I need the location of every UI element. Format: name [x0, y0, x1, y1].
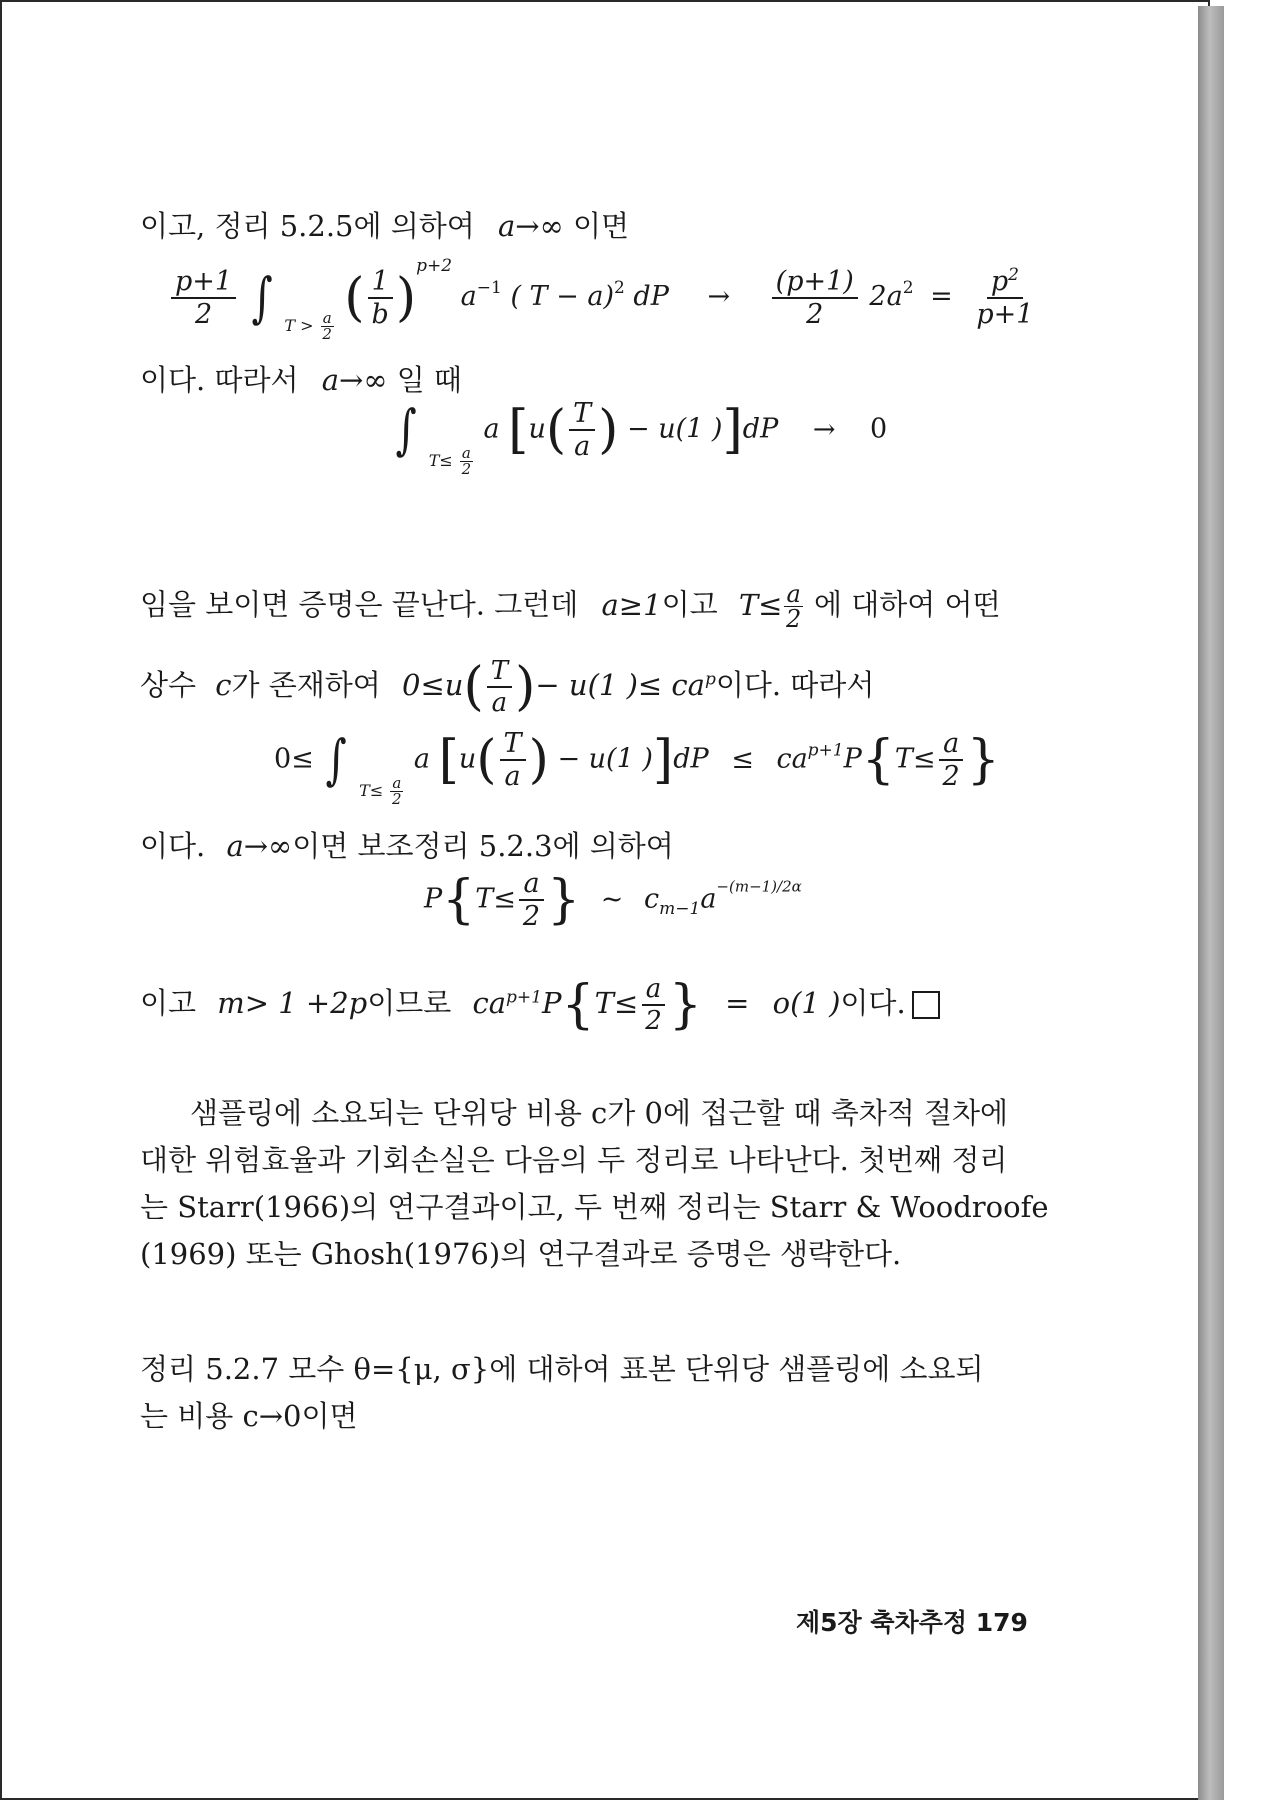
eq1-r-mid: 2a: [869, 281, 903, 312]
right-brace: }: [668, 975, 702, 1035]
integral-sign: ∫: [395, 398, 417, 461]
eq2-arrow: →: [812, 413, 836, 445]
eq3-a: a: [413, 743, 430, 775]
eq3-u: u: [458, 743, 477, 775]
line6a: 이고: [140, 986, 197, 1020]
line3b: 이고: [661, 587, 718, 622]
left-bracket: [: [438, 730, 459, 790]
line4-math2: − u(1 )≤ ca: [535, 668, 705, 702]
eq1-r2-den: p+1: [976, 299, 1034, 330]
theorem-5-2-7: [140, 1346, 1060, 1440]
left-paren: (: [463, 657, 484, 717]
eq3-dp: dP: [673, 743, 709, 775]
eq3-T2: T≤: [894, 743, 936, 775]
line1-math: a→∞: [498, 209, 564, 243]
right-brace: }: [547, 870, 581, 930]
line6-den: 2: [645, 1006, 662, 1036]
eq1-r-mid-exp: 2: [902, 278, 914, 298]
eq4-P: P: [424, 883, 443, 915]
eq1-r2-num-exp: 2: [1008, 265, 1019, 285]
eq1-body-exp: −1: [476, 278, 502, 298]
line6-math: m> 1 +2p: [217, 986, 368, 1020]
text-line-3: [140, 582, 1001, 631]
eq1-coef-den: 2: [194, 298, 213, 330]
text-line-2: [140, 363, 462, 397]
integral-sign: ∫: [251, 265, 273, 329]
right-paren: ): [598, 400, 619, 460]
eq4-c: c: [644, 883, 660, 915]
eq3-P: P: [843, 743, 862, 775]
text-line-4: [140, 658, 874, 716]
eq2-u: u: [528, 413, 546, 445]
line4c: 이다. 따라서: [715, 668, 875, 702]
paragraph-1: [140, 1090, 1060, 1278]
eq2-zero: 0: [870, 413, 888, 445]
line6-o: o(1 ): [772, 986, 841, 1020]
left-paren: (: [476, 730, 497, 790]
eq3-num: a: [939, 730, 963, 761]
thm-line-2: 는 비용 c→0이면: [140, 1399, 358, 1433]
right-bracket: ]: [722, 400, 743, 460]
eq4-a-exp: −(m−1)/2α: [716, 877, 802, 896]
line2-text: 이다. 따라서: [140, 363, 299, 397]
eq3-a2: a: [504, 761, 521, 792]
line3c: 에 대하여 어떤: [814, 587, 1001, 622]
eq3-int-sub: [359, 773, 405, 808]
line2-math: a→∞: [321, 363, 388, 397]
left-bracket: [: [508, 400, 529, 460]
line6-P: P: [542, 986, 562, 1020]
eq1-sub-den: 2: [322, 325, 332, 343]
eq2-sub-num: a: [461, 443, 471, 462]
eq1-int-sub: [284, 311, 335, 342]
line4-math1: 0≤u: [402, 668, 464, 702]
equation-4: [424, 870, 802, 930]
eq1-tail-exp: 2: [613, 278, 625, 298]
line6-exp: p+1: [506, 987, 542, 1008]
text-line-5: [140, 829, 674, 863]
eq4-a: a: [700, 883, 717, 915]
eq4-num: a: [519, 870, 543, 901]
eq4-c-sub: m−1: [659, 898, 701, 919]
eq3-int-sub-text: T≤: [359, 780, 384, 800]
qed-box: [912, 991, 940, 1019]
line6c: 이다.: [840, 986, 906, 1020]
line6-ca: ca: [472, 986, 507, 1020]
line5-math: a→∞: [226, 829, 293, 863]
line3-den: 2: [785, 605, 802, 633]
eq1-r2-num: p: [990, 266, 1009, 297]
eq1-equals: =: [930, 281, 953, 312]
eq3-le: ≤: [731, 743, 754, 775]
line3-math: a≥1: [601, 587, 662, 622]
line5a: 이다.: [140, 829, 206, 863]
eq4-sim: ~: [600, 883, 624, 915]
eq4-T: T≤: [475, 883, 516, 915]
eq1-paren-num: 1: [368, 268, 393, 299]
line6b: 이므로: [367, 986, 452, 1020]
equation-2: [392, 400, 887, 477]
line3-num: a: [786, 580, 801, 608]
line4-a: a: [491, 688, 508, 718]
line6-num: a: [642, 976, 666, 1006]
line1-end: 이면: [572, 209, 629, 243]
eq3-minus-u1: − u(1 ): [557, 743, 653, 775]
eq2-minus-u1: − u(1 ): [627, 413, 723, 445]
eq1-sub-num: a: [322, 309, 332, 327]
eq1-exp: p+2: [416, 256, 453, 276]
eq2-a2: a: [574, 431, 591, 462]
eq3-lead: 0≤: [274, 743, 314, 775]
eq1-r-num: (p+1): [772, 268, 858, 299]
eq2-a: a: [483, 413, 500, 445]
line3a: 임을 보이면 증명은 끝난다. 그런데: [140, 587, 579, 622]
left-brace: {: [861, 730, 895, 790]
eq1-coef-num: p+1: [171, 268, 236, 299]
para1-line-2: 대한 위험효율과 기회손실은 다음의 두 정리로 나타난다. 첫번째 정리: [140, 1143, 1008, 1177]
eq2-sub-den: 2: [461, 459, 472, 478]
eq2-int-sub: [428, 443, 475, 478]
eq3-sub-num: a: [392, 773, 402, 792]
left-paren: (: [344, 267, 365, 328]
eq1-body: a: [460, 281, 477, 312]
eq3-ca: ca: [776, 743, 808, 775]
eq2-int-sub-text: T≤: [428, 450, 453, 470]
eq1-tail: ( T − a): [510, 281, 614, 312]
eq1-r-den: 2: [806, 298, 824, 330]
text-line-1: [140, 209, 629, 243]
eq3-sub-den: 2: [392, 789, 402, 808]
left-paren: (: [545, 400, 567, 460]
line4-c: c: [215, 668, 232, 702]
para1-line-1: 샘플링에 소요되는 단위당 비용 c가 0에 접근할 때 축차적 절차에: [190, 1096, 1009, 1130]
eq3-ca-exp: p+1: [807, 740, 844, 761]
equation-1: [168, 258, 1040, 342]
para1-line-3: 는 Starr(1966)의 연구결과이고, 두 번째 정리는 Starr & Woodroofe: [140, 1190, 1049, 1224]
line4-exp: p: [704, 669, 716, 690]
left-brace: {: [561, 975, 595, 1035]
text-line-6: [140, 976, 940, 1034]
eq1-arrow: →: [707, 281, 731, 312]
line4-T: T: [487, 658, 512, 688]
line5b: 이면 보조정리 5.2.3에 의하여: [292, 829, 674, 863]
eq3-T: T: [500, 730, 526, 761]
eq1-int-sub-text: T >: [284, 316, 314, 335]
right-paren: ): [515, 657, 536, 717]
eq1-dp: dP: [633, 281, 669, 312]
eq4-den: 2: [522, 901, 541, 932]
line2-end: 일 때: [396, 363, 462, 397]
thm-line-1: 정리 5.2.7 모수 θ={μ, σ}에 대하여 표본 단위당 샘플링에 소요되: [140, 1352, 984, 1386]
line4b: 가 존재하여: [231, 668, 381, 702]
line6-T: T≤: [594, 986, 639, 1020]
line6-eq: =: [725, 986, 750, 1020]
right-paren: ): [395, 267, 417, 328]
para1-line-4: (1969) 또는 Ghosh(1976)의 연구결과로 증명은 생략한다.: [140, 1237, 902, 1271]
page-edge: [1198, 6, 1224, 1800]
line1-text: 이고, 정리 5.2.5에 의하여: [140, 209, 475, 243]
line3-T: T≤: [738, 587, 783, 622]
eq2-T: T: [569, 400, 595, 431]
eq2-dp: dP: [742, 413, 779, 445]
right-brace: }: [966, 730, 1000, 790]
equation-3: [274, 730, 1000, 807]
right-bracket: ]: [652, 730, 674, 790]
integral-sign: ∫: [325, 728, 348, 791]
line4a: 상수: [140, 668, 197, 702]
left-brace: {: [442, 870, 476, 930]
eq1-paren-den: b: [371, 298, 389, 330]
right-paren: ): [528, 730, 549, 790]
page-footer: 제5장 축차추정 179: [796, 1608, 1028, 1637]
eq3-den: 2: [942, 761, 960, 792]
